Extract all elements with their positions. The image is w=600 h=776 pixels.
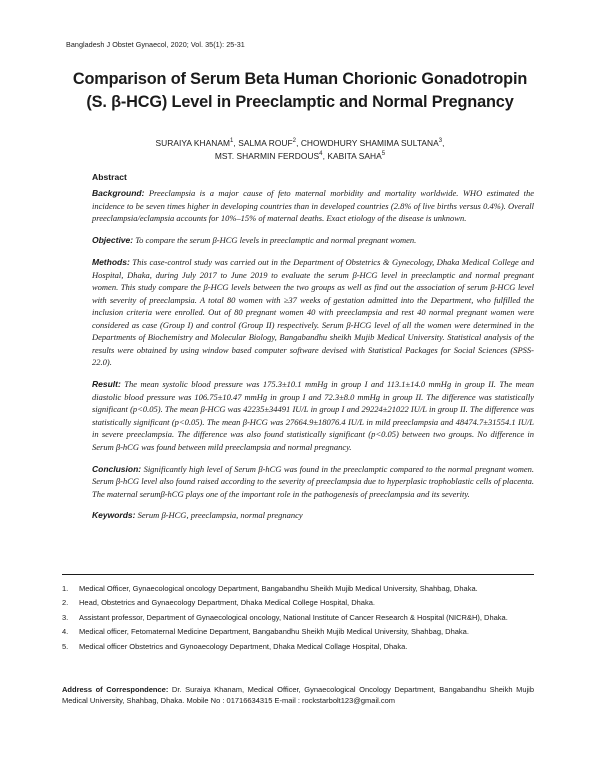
affiliation-number: 2.	[62, 598, 69, 608]
abstract-text-conclusion: Significantly high level of Serum β-hCG was found in the preeclamptic compared to the normal pregnant women. Serum β-hCG level also found raised according to the severity of preeclampsia due to hyperplasic trophoblastic cells of placenta. The maternal serumβ-hCG plays one of the important role in the pathogenesis of preeclampsia and its severity.	[92, 463, 534, 499]
affiliation-text: Assistant professor, Department of Gynaecological oncology, National Institute of Cancer Research & Hospital (NICR&H), Dhaka.	[79, 612, 508, 622]
abstract-label-background: Background:	[92, 188, 145, 198]
abstract-label-conclusion: Conclusion:	[92, 463, 142, 474]
abstract-section	[92, 172, 534, 522]
affiliation-text: Medical officer Obstetrics and Gynoaecology Department, Dhaka Medical Collage Hospital, Dhaka.	[79, 641, 408, 651]
list-item	[62, 597, 534, 608]
abstract-paragraph-background	[92, 187, 534, 225]
abstract-text-background: Preeclampsia is a major cause of feto maternal morbidity and mortality worldwide. WHO estimated the incidence to be seven times higher in developing countries than in developed countries (2.8% of live births versus 0.4%). Overall preeclampsia/eclampsia accounts for 10%–15% of maternal deaths. Exact etiology of the disease is unknown.	[92, 188, 534, 223]
affiliation-text: Medical Officer, Gynaecological oncology Department, Bangabandhu Sheikh Mujib Medical University, Shahbag, Dhaka.	[79, 584, 478, 593]
abstract-heading: Abstract	[92, 172, 127, 182]
abstract-paragraph-result	[92, 378, 534, 453]
abstract-label-objective: Objective:	[92, 235, 134, 245]
abstract-paragraph-conclusion	[92, 463, 534, 501]
correspondence-text: Dr. Suraiya Khanam, Medical Officer, Gynaecological Oncology Department, Bangabandhu Sheikh Mujib Medical University, Shahbag, Dhaka. Mobile No : 01716634315 E-mail : rockstarbolt123@gmail.com	[62, 685, 534, 706]
affiliation-number: 5.	[62, 641, 69, 651]
affiliation-number: 4.	[62, 627, 69, 637]
affiliation-text: Head, Obstetrics and Gynaecology Department, Dhaka Medical College Hospital, Dhaka.	[79, 598, 375, 608]
keywords-line	[92, 509, 534, 522]
keywords-label: Keywords:	[92, 510, 136, 520]
abstract-text-methods: This case-control study was carried out in the Department of Obstetrics & Gynecology, Dhaka Medical College and Hospital, Dhaka, during July 2017 to June 2019 to evaluate the serum β-HCG level in preeclamptic and normal pregnant women. This study compare the β-HCG levels between the two groups as well as find out the association of serum β-HCG level with severity of preeclampsia. A total 80 women with ≥37 weeks of gestation admitted into the Department, who fulfilled the inclusion criteria were enrolled. Out of 80 pregnant women 40 with preeclampsia and rest 40 normal pregnant women were considered as case (Group I) and control (Group II) respectively. Serum β-HCG level of all the women were determined in the Departments of Biochemistry and Molecular Biology, Bangabandhu sheikh Mujib Medical University. Statistical analysis of the results were obtained by using window based computer software devised with Statistical Packages for Social Sciences (SPSS-22.0).	[92, 257, 534, 367]
abstract-text-result: The mean systolic blood pressure was 175.3±10.1 mmHg in group I and 113.1±14.0 mmHg in group II. The mean diastolic blood pressure was 106.75±10.47 mmHg in group I and 72.3±8.0 mmHg in group II. The difference was statistically significant (p<0.05). The mean β-HCG was 42235±34491 IU/L in group I and 29224±21022 IU/L in group II. The difference was statistically significant (p<0.05). The mean β-HCG was 27664.9±18076.4 IU/L in mild preeclampsia and 48474.7±31554.1 IU/L in severe preeclampsia. The difference was also found statistically significant (p<0.05) between two groups. No difference in Serum β-hCG was found between mild preeclampsia and normal pregnancy.	[92, 379, 534, 452]
author-line-2: MST. SHARMIN FERDOUS$^4$, KABITA SAHA$^5$	[214, 150, 386, 161]
author-list	[66, 137, 534, 162]
journal-running-head: Bangladesh J Obstet Gynaecol, 2020; Vol. 35(1): 25-31	[66, 40, 245, 49]
author-line-1: SURAIYA KHANAM$^1$, SALMA ROUF$^2$, CHOWDHURY SHAMIMA SULTANA$^3$,	[155, 138, 445, 148]
correspondence-label: Address of Correspondence:	[62, 685, 169, 694]
affiliation-number: 3.	[62, 612, 69, 622]
page-title: Comparison of Serum Beta Human Chorionic Gonadotropin (S. β-HCG) Level in Preeclamptic and Normal Pregnancy	[72, 70, 528, 111]
footnote-divider	[62, 574, 534, 575]
title-block	[66, 68, 534, 113]
list-item	[62, 583, 534, 594]
affiliation-text: Medical officer, Fetomaternal Medicine Department, Bangabandhu Sheikh Mujib Medical University, Shahbag, Dhaka.	[79, 627, 469, 637]
abstract-label-methods: Methods:	[92, 257, 130, 267]
list-item	[62, 641, 534, 652]
affiliation-list	[62, 583, 534, 655]
abstract-label-result: Result:	[92, 379, 121, 389]
list-item	[62, 626, 534, 637]
keywords-text: Serum β-HCG, preeclampsia, normal pregnancy	[135, 510, 303, 520]
abstract-paragraph-methods	[92, 256, 534, 369]
affiliation-number: 1.	[62, 584, 69, 593]
list-item	[62, 612, 534, 623]
abstract-text-objective: To compare the serum β-HCG levels in preeclamptic and normal pregnant women.	[133, 235, 417, 245]
correspondence-block	[62, 684, 534, 707]
abstract-paragraph-objective	[92, 234, 534, 247]
